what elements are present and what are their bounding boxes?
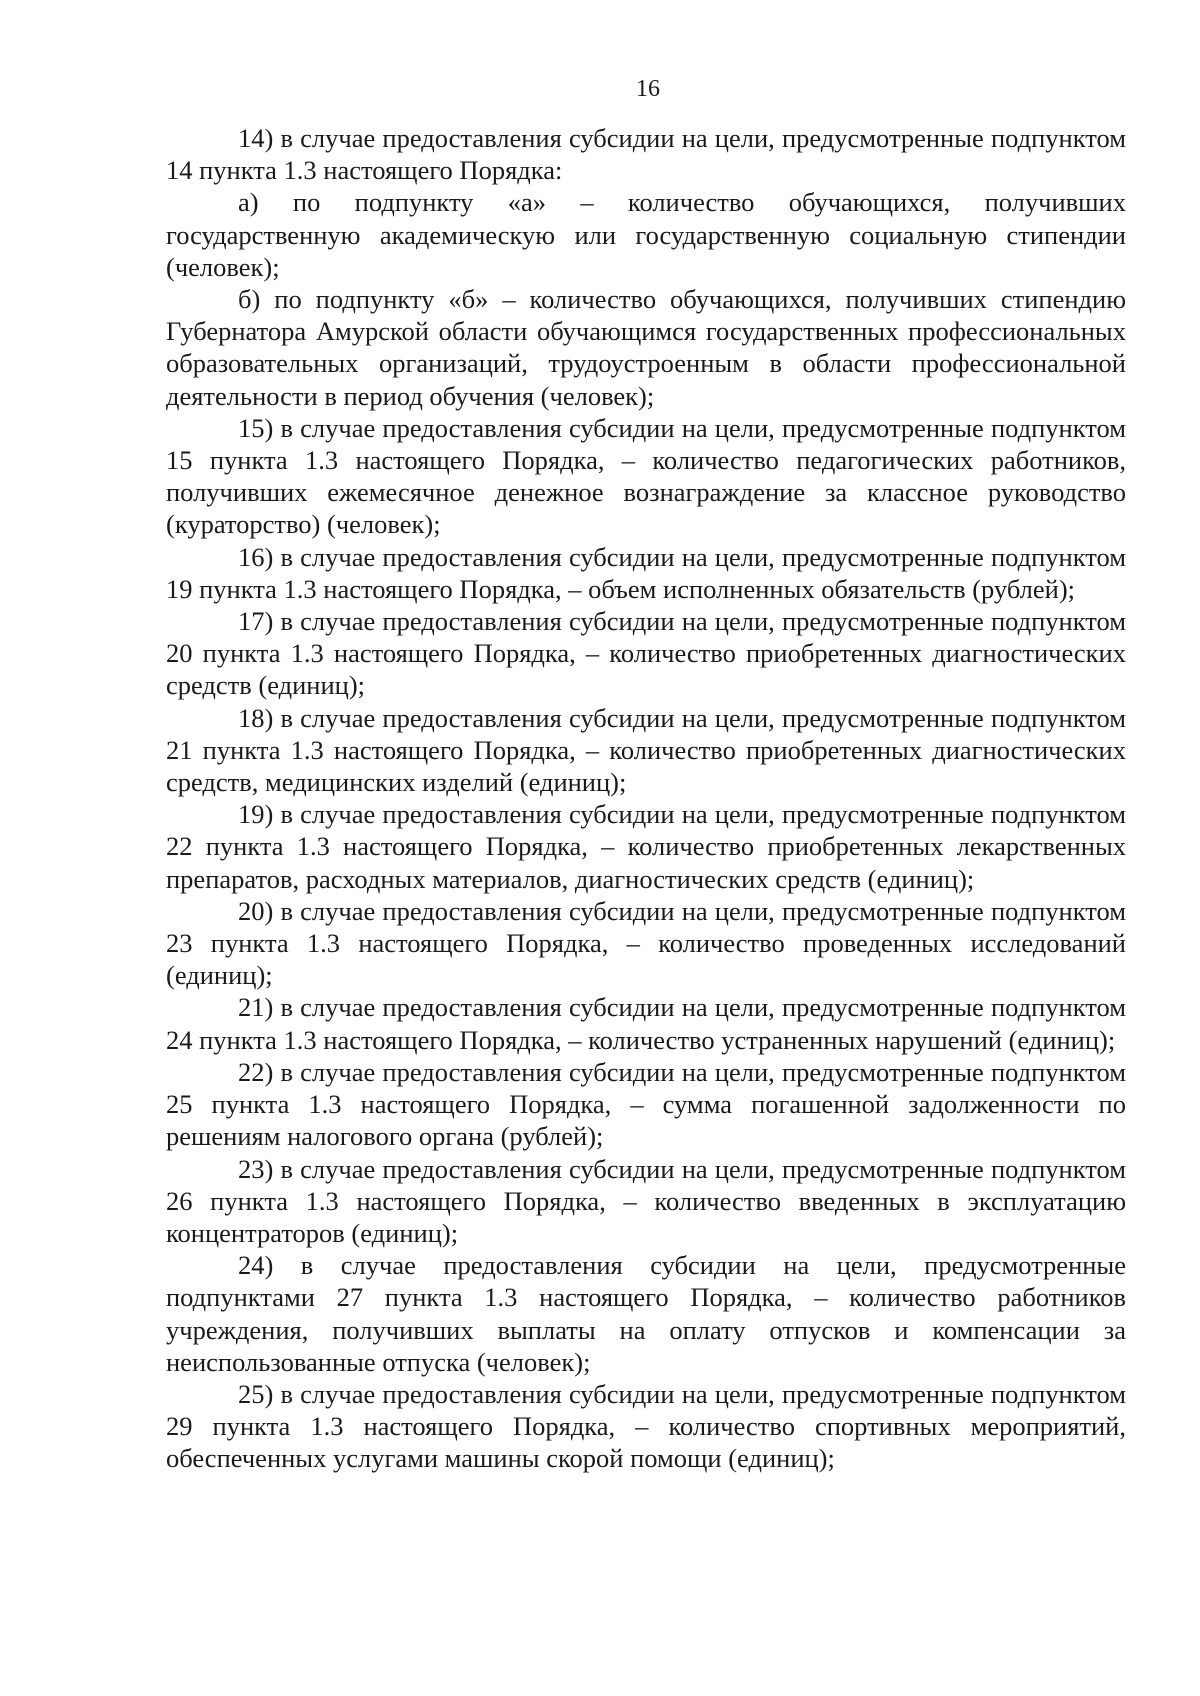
paragraph-item-19: 19) в случае предоставления субсидии на цели, предусмотренные подпунктом 22 пункта 1.3 настоящего Порядка, – количество приобретенных лекарственных препаратов, расходных материалов, диагностических средств (единиц);: [166, 799, 1126, 894]
paragraph-subitem-a: а) по подпункту «а» – количество обучающихся, получивших государственную академическую или государственную социальную стипендии (человек);: [166, 187, 1126, 282]
paragraph-subitem-b: б) по подпункту «б» – количество обучающихся, получивших стипендию Губернатора Амурской области обучающимся государственных профессиональных образовательных организаций, трудоустроенным в области профессиональной деятельности в период обучения (человек);: [166, 284, 1126, 411]
page-number: 16: [636, 76, 660, 102]
paragraph-item-15: 15) в случае предоставления субсидии на цели, предусмотренные подпунктом 15 пункта 1.3 настоящего Порядка, – количество педагогических работников, получивших ежемесячное денежное вознаграждение за классное руководство (кураторство) (человек);: [166, 412, 1126, 540]
paragraph-item-14: 14) в случае предоставления субсидии на цели, предусмотренные подпунктом 14 пункта 1.3 настоящего Порядка:: [166, 123, 1126, 186]
document-body: [166, 122, 1126, 1475]
paragraph-item-18: 18) в случае предоставления субсидии на цели, предусмотренные подпунктом 21 пункта 1.3 настоящего Порядка, – количество приобретенных диагностических средств, медицинских изделий (единиц);: [166, 702, 1126, 798]
paragraph-item-25: 25) в случае предоставления субсидии на цели, предусмотренные подпунктом 29 пункта 1.3 настоящего Порядка, – количество спортивных мероприятий, обеспеченных услугами машины скорой помощи (единиц);: [166, 1378, 1126, 1474]
paragraph-item-24: 24) в случае предоставления субсидии на цели, предусмотренные подпунктами 27 пункта 1.3 настоящего Порядка, – количество работников учреждения, получивших выплаты на оплату отпусков и компенсации за неиспользованные отпуска (человек);: [166, 1250, 1126, 1377]
paragraph-item-22: 22) в случае предоставления субсидии на цели, предусмотренные подпунктом 25 пункта 1.3 настоящего Порядка, – сумма погашенной задолженности по решениям налогового органа (рублей);: [166, 1056, 1126, 1152]
paragraph-item-23: 23) в случае предоставления субсидии на цели, предусмотренные подпунктом 26 пункта 1.3 настоящего Порядка, – количество введенных в эксплуатацию концентраторов (единиц);: [166, 1153, 1126, 1248]
paragraph-item-21: 21) в случае предоставления субсидии на цели, предусмотренные подпунктом 24 пункта 1.3 настоящего Порядка, – количество устраненных нарушений (единиц);: [166, 992, 1126, 1055]
paragraph-item-20: 20) в случае предоставления субсидии на цели, предусмотренные подпунктом 23 пункта 1.3 настоящего Порядка, – количество проведенных исследований (единиц);: [166, 895, 1126, 991]
paragraph-item-17: 17) в случае предоставления субсидии на цели, предусмотренные подпунктом 20 пункта 1.3 настоящего Порядка, – количество приобретенных диагностических средств (единиц);: [166, 606, 1126, 701]
paragraph-item-16: 16) в случае предоставления субсидии на цели, предусмотренные подпунктом 19 пункта 1.3 настоящего Порядка, – объем исполненных обязательств (рублей);: [166, 541, 1126, 604]
